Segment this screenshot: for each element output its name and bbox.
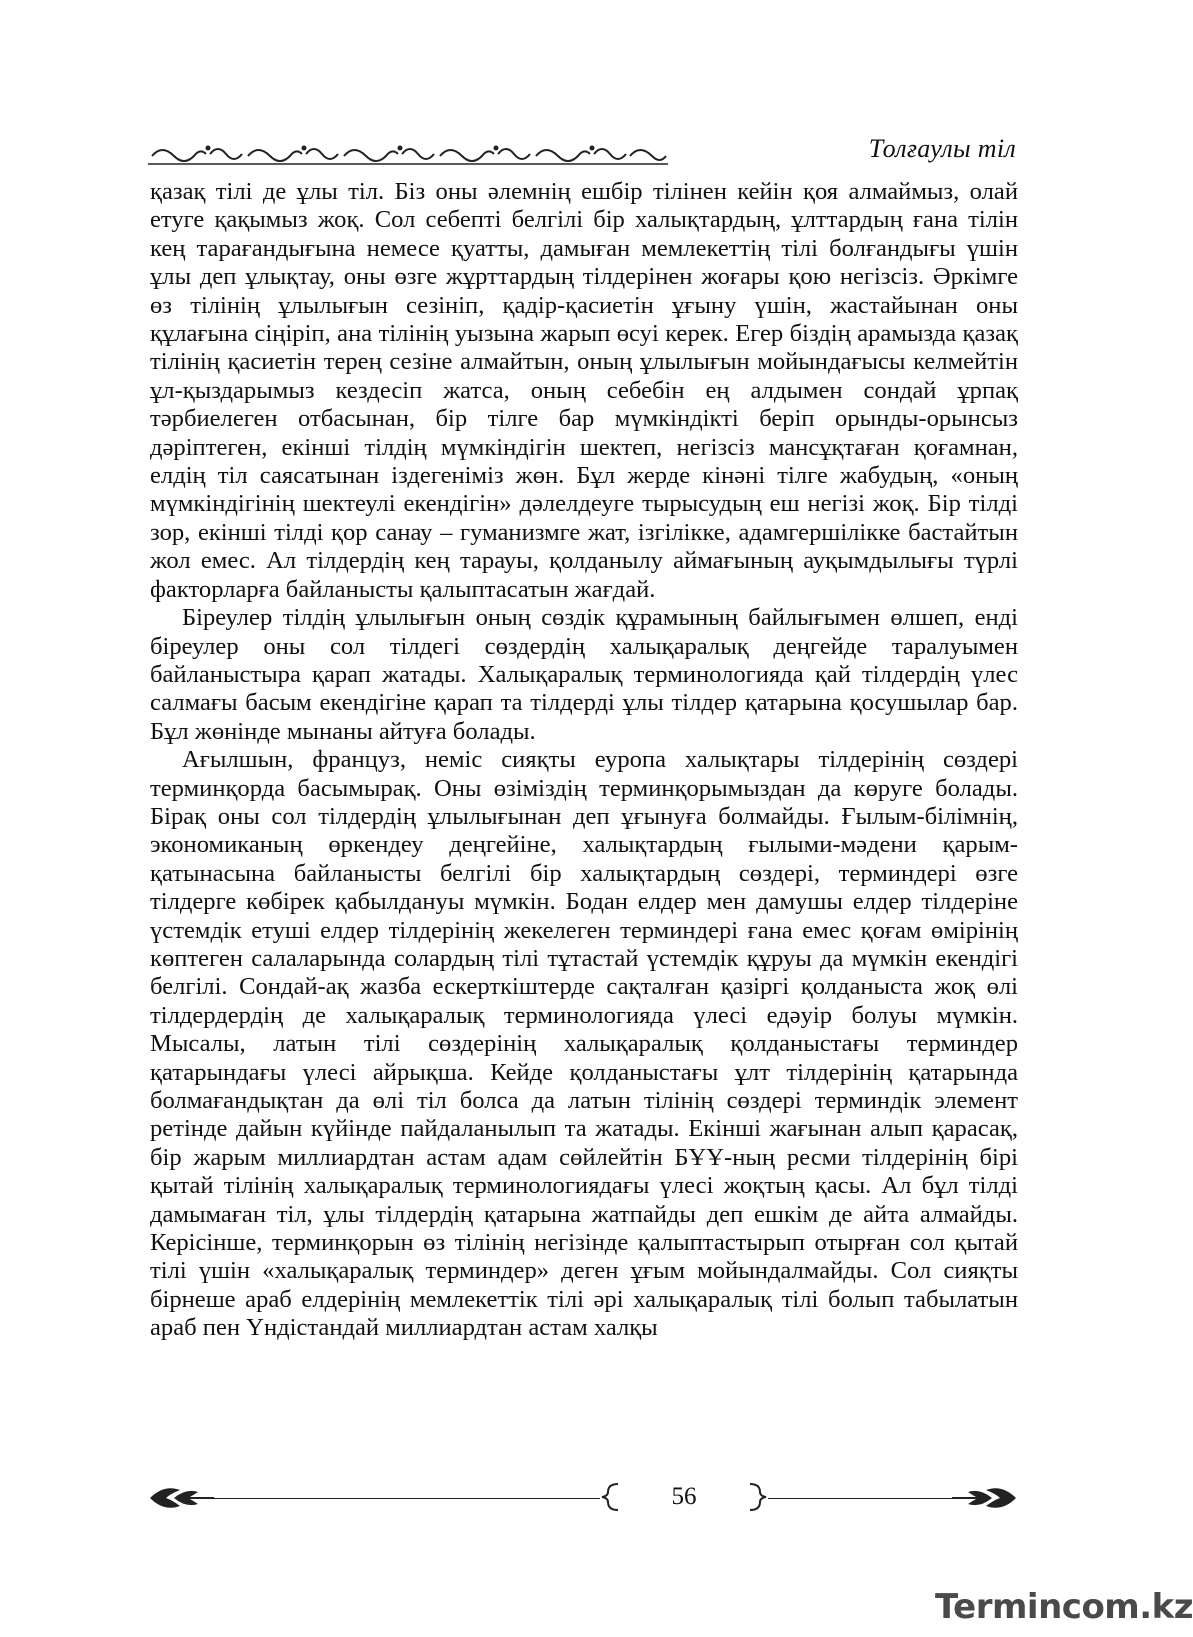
paragraph: қазақ тілі де ұлы тіл. Біз оны әлемнің ешбір тілінен кейін қоя алмаймыз, олай етуге қақымыз жоқ. Сол себепті белгілі бір халықтардың, ұлттардың ғана тілін кең тарағандығына немесе қуатты, дамыған мемлекеттің тілі болғандығы үшін ұлы деп ұлықтау, оны өзге жұрттардың тілдерінен жоғары қою негізсіз. Әркімге өз тілінің ұлылығын сезініп, қадір-қасиетін ұғыну үшін, жастайынан оны құлағына сіңіріп, ана тілінің уызына жарып өсуі керек. Егер біздің арамызда қазақ тілінің қасиетін терең сезіне алмайтын, оның ұлылығын мойындағысы келмейтін ұл-қыздарымыз кездесіп жатса, оның себебін ең алдымен сондай ұрпақ тәрбиелеген отбасынан, бір тілге бар мүмкіндікті беріп орынды-орынсыз дәріптеген, екінші тілдің мүмкіндігін шектеп, негізсіз мансұқтаған қоғамнан, елдің тіл саясатынан іздегеніміз жөн. Бұл жерде кінәні тілге жабудың, «оның мүмкіндігінің шектеулі екендігін» дәлелдеуге тырысудың еш негізі жоқ. Бір тілді зор, екінші тілді қор санау – гуманизмге жат, ізгілікке, адамгершілікке бастайтын жол емес. Ал тілдердің кең тарауы, қолданылу аймағының ауқымдылығы түрлі факторларға байланысты қалыптасатын жағдай.	[150, 178, 1018, 603]
running-title: Толғаулы тіл	[868, 134, 1016, 163]
body-text	[150, 178, 1018, 1343]
running-header	[148, 132, 1016, 168]
leaf-ornament-icon	[952, 1482, 1018, 1514]
leaf-ornament-icon	[148, 1482, 214, 1514]
watermark-logo: Termincom.kz	[935, 1587, 1193, 1627]
footer-rule	[768, 1498, 960, 1499]
page-footer	[148, 1478, 1018, 1518]
paragraph: Біреулер тілдің ұлылығын оның сөздік құрамының байлығымен өлшеп, енді біреулер оны сол тілдегі сөздердің халықаралық деңгейде таралуымен байланыстыра қарап жатады. Халықаралық терминологияда қай тілдердің үлес салмағы басым екендігіне қарап та тілдерді ұлы тілдер қатарына қосушылар бар. Бұл жөнінде мынаны айтуға болады.	[150, 604, 1018, 745]
ornament-border-icon	[148, 138, 668, 168]
page-number-frame	[600, 1480, 768, 1514]
page-number: 56	[671, 1483, 697, 1510]
footer-rule	[208, 1498, 600, 1499]
paragraph: Ағылшын, француз, неміс сияқты еуропа халықтары тілдерінің сөздері терминқорда басымырақ. Оны өзіміздің терминқорымыздан да көруге болады. Бірақ оны сол тілдердің ұлылығынан деп ұғынуға болмайды. Ғылым-білімнің, экономиканың өркендеу деңгейіне, халықтардың ғылыми-мәдени қарым-қатынасына байланысты белгілі бір халықтардың сөздері, терминдері өзге тілдерге көбірек қабылдануы мүмкін. Бодан елдер мен дамушы елдер тілдеріне үстемдік етуші елдер тілдерінің жекелеген терминдері ғана емес қоғам өмірінің көптеген салаларында солардың тілі тұтастай үстемдік құруы да мүмкін екендігі белгілі. Сондай-ақ жазба ескерткіштерде сақталған қазіргі қолданыста жоқ өлі тілдердердің де халықаралық терминологияда үлесі едәуір болуы мүмкін. Мысалы, латын тілі сөздерінің халықаралық қолданыстағы терминдер қатарындағы үлесі айрықша. Кейде қолданыстағы ұлт тілдерінің қатарында болмағандықтан да өлі тіл болса да латын тілінің сөздері терминдік элемент ретінде дайын күйінде пайдаланылып та жатады. Екінші жағынан алып қарасақ, бір жарым миллиардтан астам адам сөйлейтін БҰҰ-ның ресми тілдерінің бірі қытай тілінің халықаралық терминологиядағы үлесі жоқтың қасы. Ал бұл тілді дамымаған тіл, ұлы тілдердің қатарына жатпайды деп ешкім де айта алмайды. Керісінше, терминқорын өз тілінің негізінде қалыптастырып отырған сол қытай тілі үшін «халықаралық терминдер» деген ұғым мойындалмайды. Сол сияқты бірнеше араб елдерінің мемлекеттік тілі әрі халықаралық тілі болып табылатын араб пен Үндістандай миллиардтан астам халқы	[150, 746, 1018, 1342]
